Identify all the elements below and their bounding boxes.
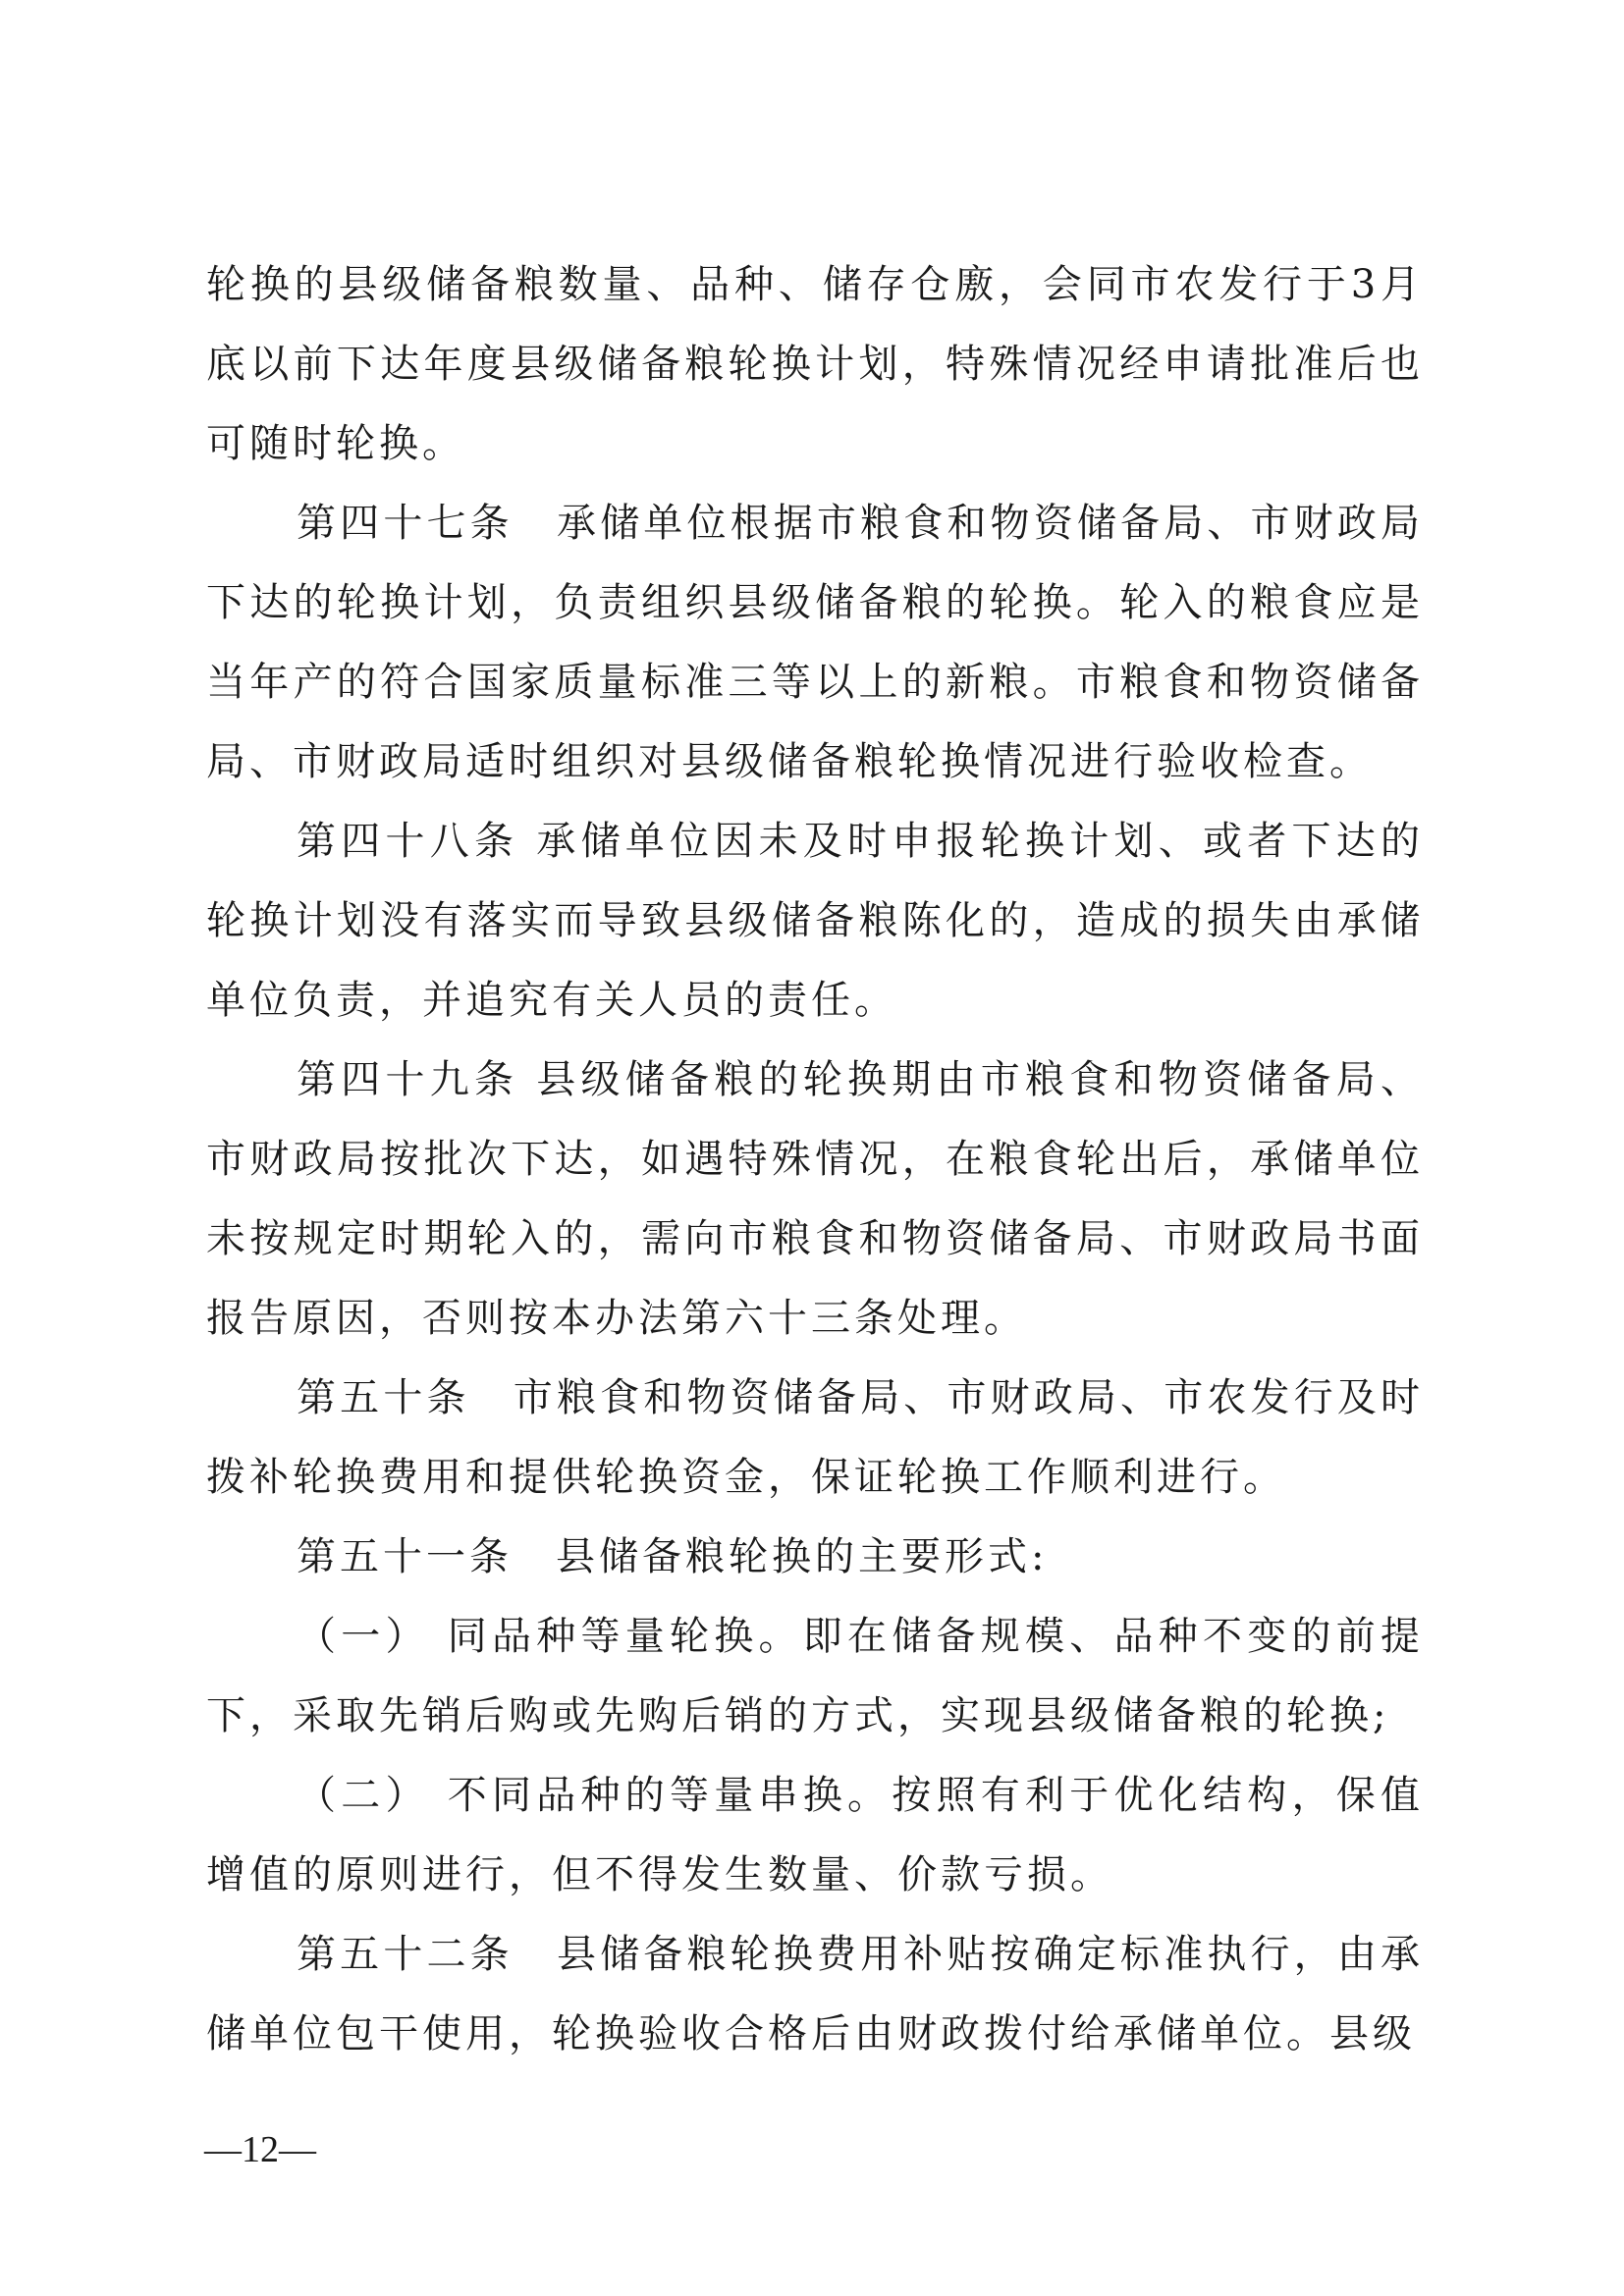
paragraph-article-49: 第四十九条 县级储备粮的轮换期由市粮食和物资储备局、市财政局按批次下达，如遇特殊情况，在粮食轮出后，承储单位未按规定时期轮入的，需向市粮食和物资储备局、市财政局书面报告原因，否则按本办法第六十三条处理。 — [206, 1057, 1424, 1341]
paragraph-article-50: 第五十条 市粮食和物资储备局、市财政局、市农发行及时拨补轮换费用和提供轮换资金，保证轮换工作顺利进行。 — [206, 1375, 1424, 1500]
paragraph-article-52: 第五十二条 县储备粮轮换费用补贴按确定标准执行，由承储单位包干使用，轮换验收合格后由财政拨付给承储单位。县级 — [206, 1932, 1424, 2056]
document-body — [206, 245, 1424, 2074]
paragraph-article-47: 第四十七条 承储单位根据市粮食和物资储备局、市财政局下达的轮换计划，负责组织县级储备粮的轮换。轮入的粮食应是当年产的符合国家质量标准三等以上的新粮。市粮食和物资储备局、市财政局适时组织对县级储备粮轮换情况进行验收检查。 — [206, 501, 1424, 784]
paragraph-article-48: 第四十八条 承储单位因未及时申报轮换计划、或者下达的轮换计划没有落实而导致县级储备粮陈化的，造成的损失由承储单位负责，并追究有关人员的责任。 — [206, 819, 1424, 1023]
paragraph-item-2: （二） 不同品种的等量串换。按照有利于优化结构，保值增值的原则进行，但不得发生数量、价款亏损。 — [206, 1773, 1424, 1897]
page-number: —12— — [204, 2129, 316, 2170]
paragraph-article-51: 第五十一条 县储备粮轮换的主要形式: — [297, 1534, 1049, 1579]
paragraph-item-1: （一） 同品种等量轮换。即在储备规模、品种不变的前提下，采取先销后购或先购后销的方式，实现县级储备粮的轮换; — [206, 1614, 1424, 1738]
paragraph-continuation: 轮换的县级储备粮数量、品种、储存仓廒，会同市农发行于3月底以前下达年度县级储备粮轮换计划，特殊情况经申请批准后也可随时轮换。 — [206, 262, 1424, 466]
